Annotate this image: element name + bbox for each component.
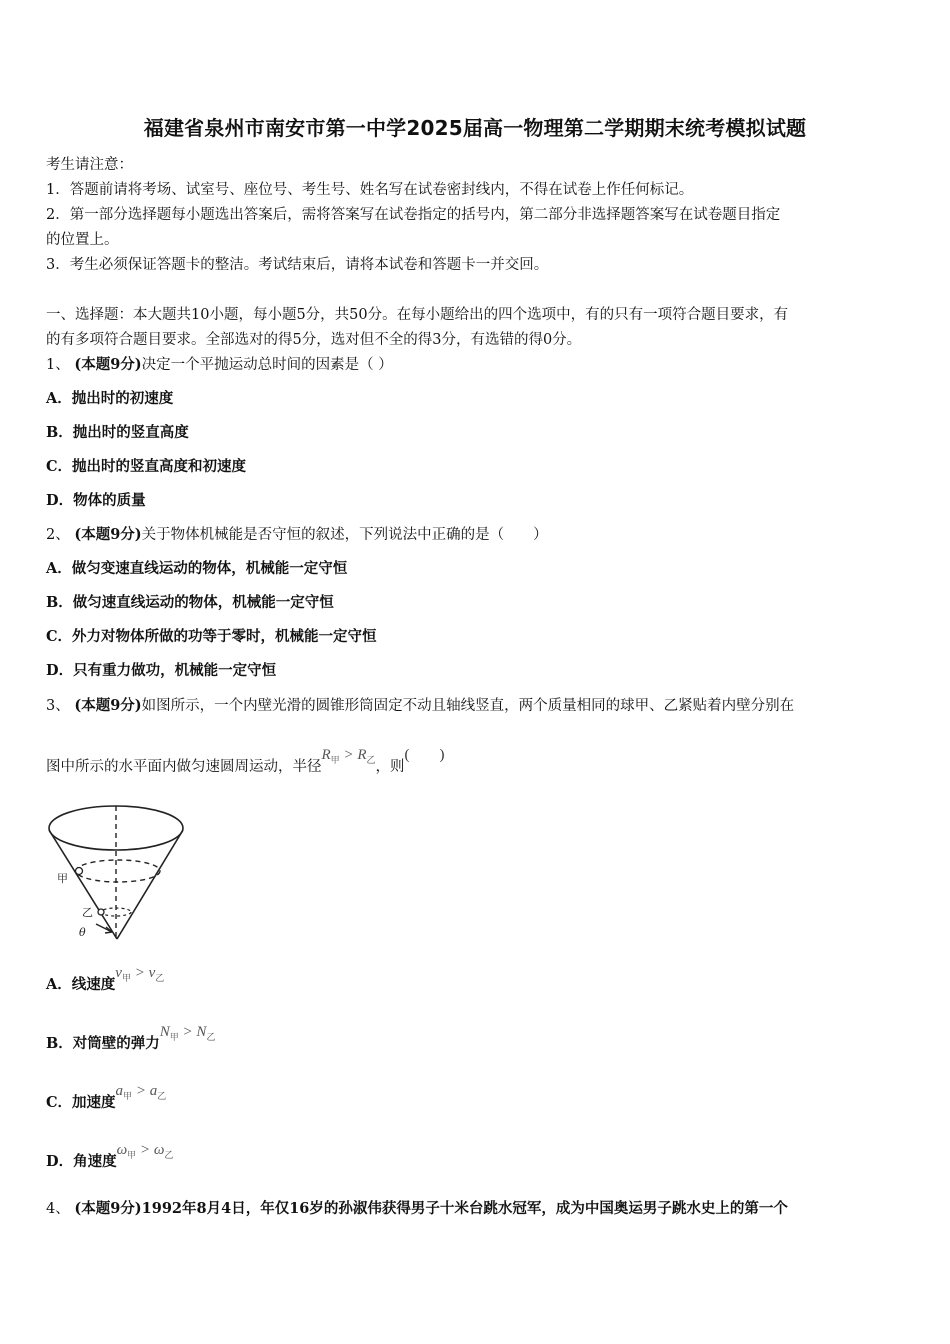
question-stem: 决定一个平抛运动总时间的因素是（ ） — [141, 357, 393, 373]
question-stem: 如图所示，一个内壁光滑的圆锥形筒固定不动且轴线竖直，两个质量相同的球甲、乙紧贴着内壁分别在 — [141, 698, 795, 714]
q3-option-b: B．对筒壁的弹力$N_甲 > N_乙$ — [46, 1024, 216, 1052]
orbit-a — [76, 860, 160, 882]
question-4 — [46, 1197, 788, 1218]
question-1 — [46, 353, 393, 374]
question-stem-then: ，则 — [375, 759, 405, 775]
ball-a — [76, 868, 83, 875]
q1-option-a: A．抛出时的初速度 — [46, 390, 174, 407]
section-instructions: 一、选择题：本大题共10小题，每小题5分，共50分。在每小题给出的四个选项中，有的只有一项符合题目要求，有 — [46, 307, 789, 323]
q3-option-c: C．加速度$a_甲 > a_乙$ — [46, 1083, 167, 1111]
q1-option-c: C．抛出时的竖直高度和初速度 — [46, 458, 247, 475]
question-number: 3、 — [46, 698, 70, 714]
answer-paren: ( ) — [404, 747, 445, 763]
question-number: 4、 — [46, 1201, 70, 1217]
q1-option-d: D．物体的质量 — [46, 492, 146, 509]
question-tag: (本题9分) — [74, 356, 142, 373]
notice-heading: 考生请注意： — [46, 157, 133, 173]
notice-item-2-cont: 的位置上。 — [46, 232, 119, 248]
question-tag: (本题9分) — [74, 526, 142, 543]
question-3-cont — [46, 747, 445, 778]
question-tag: (本题9分) — [74, 697, 142, 714]
q2-option-b: B．做匀速直线运动的物体，机械能一定守恒 — [46, 594, 334, 611]
question-stem: 关于物体机械能是否守恒的叙述，下列说法中正确的是（ ） — [141, 527, 548, 543]
q3-option-d: D．角速度$\omega_甲 > \omega_乙$ — [46, 1142, 174, 1170]
label-a: 甲 — [57, 872, 68, 885]
label-theta: θ — [79, 926, 86, 939]
q2-option-d: D．只有重力做功，机械能一定守恒 — [46, 662, 277, 679]
question-2 — [46, 523, 548, 544]
notice-item-3: 3．考生必须保证答题卡的整洁。考试结束后，请将本试卷和答题卡一并交回。 — [46, 257, 549, 273]
page-title: 福建省泉州市南安市第一中学2025届高一物理第二学期期末统考模拟试题 — [143, 116, 807, 140]
notice-item-1: 1．答题前请将考场、试室号、座位号、考生号、姓名写在试卷密封线内，不得在试卷上作任何标记。 — [46, 182, 694, 198]
q1-option-b: B．抛出时的竖直高度 — [46, 424, 189, 441]
question-number: 1、 — [46, 357, 70, 373]
cone-figure — [46, 803, 186, 943]
question-stem-cont: 图中所示的水平面内做匀速圆周运动，半径 — [46, 759, 322, 775]
notice-item-2: 2．第一部分选择题每小题选出答案后，需将答案写在试卷指定的括号内，第二部分非选择题答案写在试卷题目指定 — [46, 207, 781, 223]
section-instructions-cont: 的有多项符合题目要求。全部选对的得5分，选对但不全的得3分，有选错的得0分。 — [46, 332, 582, 348]
label-b: 乙 — [82, 906, 93, 919]
question-tag: (本题9分) — [74, 1200, 142, 1217]
q3-option-a: A．线速度$v_甲 > v_乙$ — [46, 965, 165, 993]
q2-option-c: C．外力对物体所做的功等于零时，机械能一定守恒 — [46, 628, 377, 645]
q2-option-a: A．做匀变速直线运动的物体，机械能一定守恒 — [46, 560, 348, 577]
ball-b — [98, 909, 104, 915]
question-number: 2、 — [46, 527, 70, 543]
question-stem: 1992年8月4日，年仅16岁的孙淑伟获得男子十米台跳水冠军，成为中国奥运男子跳水史上的第一个 — [141, 1200, 788, 1217]
radius-relation: $R_甲 > R_乙$ — [321, 747, 376, 765]
question-3 — [46, 694, 794, 715]
